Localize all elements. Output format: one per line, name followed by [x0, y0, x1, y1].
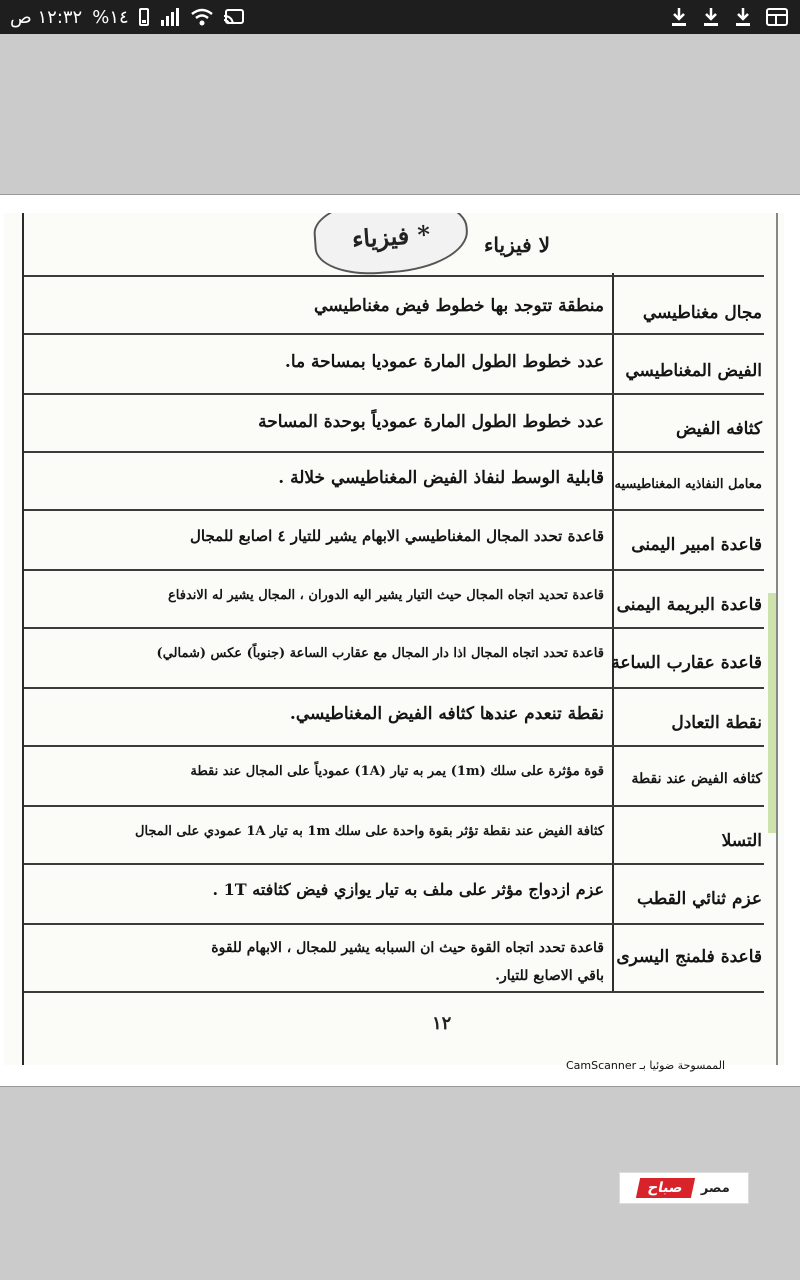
definition-text: قاعدة تحديد اتجاه المجال حيث التيار يشير اليه الدوران ، المجال يشير له الاندفاع: [168, 588, 604, 603]
ruled-line: [24, 333, 764, 335]
term-label: كثافه الفيض عند نقطة: [631, 771, 762, 787]
page-tab: [768, 593, 776, 833]
term-label: مجال مغناطيسي: [642, 303, 762, 323]
definition-text: عدد خطوط الطول المارة عمودياً بوحدة المساحة: [258, 412, 604, 432]
status-bar: [0, 0, 800, 34]
term-label: معامل النفاذيه المغناطيسيه: [614, 477, 762, 492]
definition-text: منطقة تتوجد بها خطوط فيض مغناطيسي: [314, 296, 604, 316]
definition-text: عدد خطوط الطول المارة عموديا بمساحة ما.: [284, 352, 604, 372]
definition-text: قابلية الوسط لنفاذ الفيض المغناطيسي خلالة .: [278, 468, 604, 488]
term-label: عزم ثنائي القطب: [637, 889, 762, 909]
download-icon: [702, 7, 720, 27]
ruled-line: [24, 991, 764, 993]
ruled-line: [24, 745, 764, 747]
term-label: التسلا: [721, 831, 762, 851]
term-label: كثافه الفيض: [675, 419, 762, 439]
brand-logo-text: مصر: [700, 1180, 730, 1196]
definition-text: قاعدة تحدد المجال المغناطيسي الابهام يشير للتيار ٤ اصابع للمجال: [190, 527, 604, 545]
term-label: قاعدة فلمنج اليسرى: [616, 947, 762, 967]
definition-text: كثافة الفيض عند نقطة تؤثر بقوة واحدة على سلك 1m به تيار 1A عمودي على المجال: [135, 824, 604, 839]
clock: ١٢:٣٢ ص: [10, 6, 83, 28]
brand-watermark: [620, 1173, 748, 1203]
ruled-line: [24, 805, 764, 807]
definition-text: قاعدة تحدد اتجاه المجال اذا دار المجال مع عقارب الساعة (جنوباً) عكس (شمالي): [156, 646, 604, 661]
status-right: [670, 0, 788, 34]
wifi-icon: [191, 8, 213, 26]
download-icon: [734, 7, 752, 27]
definition-text-line2: باقي الاصابع للتيار.: [495, 968, 604, 984]
notebook-paper: [4, 213, 784, 1065]
definition-text: قوة مؤثرة على سلك (1m) يمر به تيار (1A) عمودياً على المجال عند نقطة: [190, 764, 604, 779]
term-label: قاعدة عقارب الساعة: [611, 653, 762, 673]
term-label: قاعدة البريمة اليمنى: [616, 595, 762, 615]
title-note: لا فيزياء: [484, 233, 551, 257]
cast-icon: [223, 8, 245, 26]
ruled-line: [24, 923, 764, 925]
ruled-line: [24, 393, 764, 395]
page-number: ١٢: [432, 1013, 452, 1034]
ruled-line: [24, 863, 764, 865]
ruled-line: [24, 451, 764, 453]
battery-icon: [139, 8, 149, 26]
brand-logo-red: صباح: [636, 1178, 695, 1198]
definition-text: عزم ازدواج مؤثر على ملف به تيار يوازي فيض كثافته 1T .: [212, 880, 604, 899]
definition-text: قاعدة تحدد اتجاه القوة حيث ان السبابه يشير للمجال ، الابهام للقوة: [211, 940, 604, 956]
gallery-icon: [766, 8, 788, 26]
ruled-line: [24, 569, 764, 571]
ruled-line: [24, 509, 764, 511]
scanner-credit: الممسوحة ضوئيا بـ CamScanner: [566, 1059, 726, 1072]
document-image[interactable]: [0, 194, 800, 1087]
term-label: نقطة التعادل: [671, 713, 762, 733]
signal-icon: [159, 8, 181, 26]
definition-text: نقطة تنعدم عندها كثافه الفيض المغناطيسي.: [289, 704, 604, 724]
ruled-line: [24, 275, 764, 277]
status-left: [10, 0, 245, 34]
battery-percent: %١٤: [92, 6, 129, 28]
download-icon: [670, 7, 688, 27]
title-label: فيزياء *: [312, 213, 471, 278]
column-divider: [612, 273, 614, 993]
term-label: الفيض المغناطيسي: [625, 361, 762, 381]
ruled-line: [24, 687, 764, 689]
ruled-line: [24, 627, 764, 629]
page-edge: [776, 213, 778, 1065]
margin-line: [22, 213, 24, 1065]
term-label: قاعدة امبير اليمنى: [631, 535, 762, 555]
